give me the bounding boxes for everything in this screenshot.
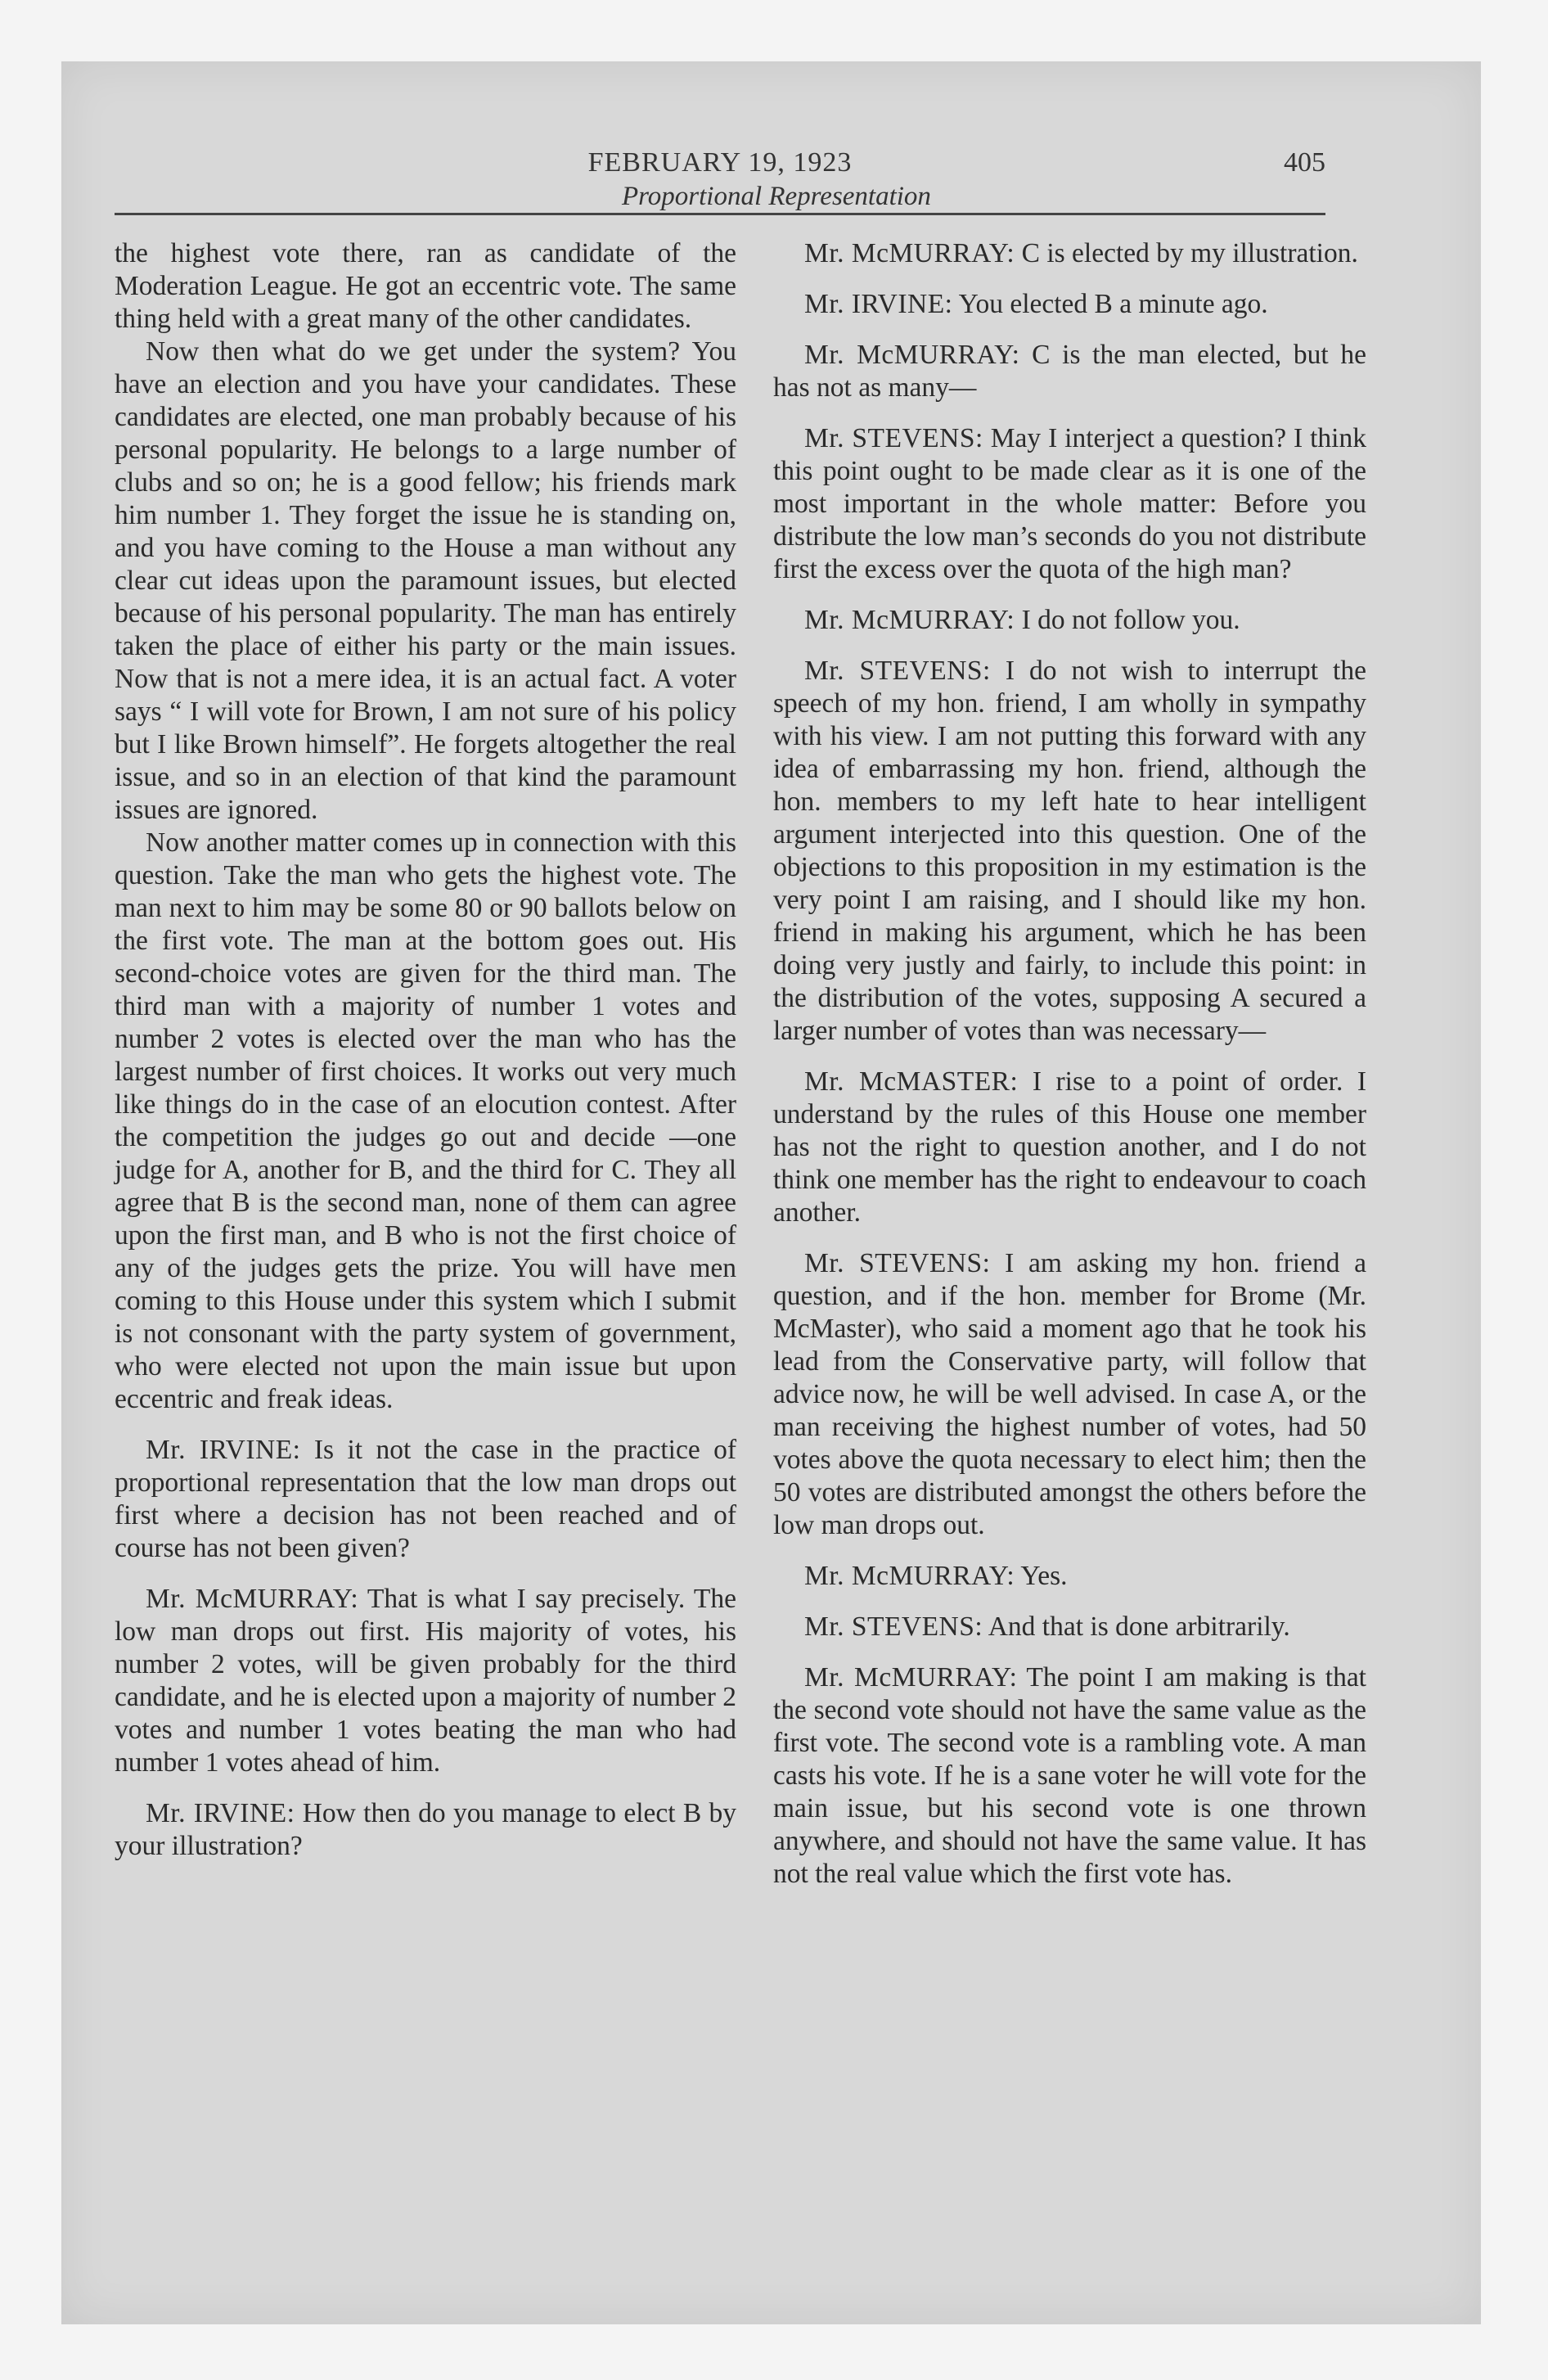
paragraph-text: How then do you manage to elect B by your illustration? xyxy=(115,1798,736,1861)
paragraph xyxy=(773,288,1366,321)
paragraph xyxy=(773,339,1366,404)
paragraph xyxy=(773,1066,1366,1229)
page-number: 405 xyxy=(1284,147,1325,178)
paragraph xyxy=(773,237,1366,270)
paragraph-text: May I interject a question? I think this point ought to be made clear as it is one of the most important in the whole matter: Before you distribute the low man’s seconds do you not distribute first the excess over the quota of the high man? xyxy=(773,423,1366,584)
left-column xyxy=(115,237,736,1863)
paragraph-text: the highest vote there, ran as candidate of the Moderation League. He got an eccentric vote. The same thing held with a great many of the other candidates. xyxy=(115,238,736,334)
paragraph xyxy=(115,1583,736,1779)
paragraph-text: Yes. xyxy=(1020,1561,1068,1591)
paragraph xyxy=(773,604,1366,637)
speaker-name: Mr. McMURRAY: xyxy=(804,238,1015,268)
paragraph xyxy=(115,1797,736,1863)
paragraph-text: Now then what do we get under the system? You have an election and you have your candidates. These candidates are elected, one man probably because of his personal popularity. He belongs to a large number of clubs and so on; he is a good fellow; his friends mark him number 1. They forget the issue he is standing on, and you have coming to the House a man without any clear cut ideas upon the paramount issues, but elected because of his personal popularity. The man has entirely taken the place of either his party or the main issues. Now that is not a mere idea, it is an actual fact. A voter says “ I will vote for Brown, I am not sure of his policy but I like Brown himself”. He forgets altogether the real issue, and so in an election of that kind the paramount issues are ignored. xyxy=(115,336,736,825)
paragraph-text: C is the man elected, but he has not as many— xyxy=(773,340,1367,403)
paragraph-text: Now another matter comes up in connection with this question. Take the man who gets the highest vote. The man next to him may be some 80 or 90 ballots below on the first vote. The man at the bottom goes out. His second-choice votes are given for the third man. The third man with a majority of number 1 votes and number 2 votes is elected over the man who has the largest number of first choices. It works out very much like things do in the case of an elocution contest. After the competition the judges go out and decide —one judge for A, another for B, and the third for C. They all agree that B is the second man, none of them can agree upon the first man, and B who is not the first choice of any of the judges gets the prize. You will have men coming to this House under this system which I submit is not consonant with the party system of government, who were elected not upon the main issue but upon eccentric and freak ideas. xyxy=(115,827,736,1414)
speaker-name: Mr. McMURRAY: xyxy=(804,340,1020,370)
header-rule xyxy=(115,213,1325,215)
paragraph-text: Is it not the case in the practice of proportional representation that the low man drops out first where a decision has not been reached and of course has not been given? xyxy=(115,1435,736,1563)
page-header xyxy=(115,82,1325,213)
paragraph xyxy=(773,655,1366,1048)
right-column xyxy=(773,237,1366,1891)
paragraph-text: That is what I say precisely. The low man drops out first. His majority of votes, his number 2 votes, will be given probably for the third candidate, and he is elected upon a majority of number 2 votes and number 1 votes beating the man who had number 1 votes ahead of him. xyxy=(115,1584,736,1778)
speaker-name: Mr. IRVINE: xyxy=(146,1435,301,1465)
speaker-name: Mr. IRVINE: xyxy=(146,1798,295,1828)
paragraph xyxy=(115,237,736,336)
paragraph xyxy=(773,1560,1366,1593)
header-subtitle: Proportional Representation xyxy=(622,182,931,211)
paragraph xyxy=(115,1434,736,1565)
speaker-name: Mr. STEVENS: xyxy=(804,1248,991,1278)
paragraph xyxy=(115,827,736,1416)
header-date: FEBRUARY 19, 1923 xyxy=(587,147,853,178)
speaker-name: Mr. McMURRAY: xyxy=(804,1662,1018,1693)
paragraph-text: The point I am making is that the second vote should not have the same value as the first vote. The second vote is a rambling vote. A man casts his vote. If he is a sane voter he will vote for the main issue, but his second vote is one thrown anywhere, and should not have the same value. It has not the real value which the first vote has. xyxy=(773,1662,1366,1889)
speaker-name: Mr. McMASTER: xyxy=(804,1066,1019,1097)
paragraph-text: And that is done arbitrarily. xyxy=(988,1611,1290,1642)
paragraph-text: C is elected by my illustration. xyxy=(1021,238,1358,268)
speaker-name: Mr. STEVENS: xyxy=(804,1611,983,1642)
paragraph xyxy=(773,422,1366,586)
speaker-name: Mr. STEVENS: xyxy=(804,423,983,453)
paragraph-text: I rise to a point of order. I understand by the rules of this House one member has not the right to question another, and I do not think one member has the right to endeavour to coach another. xyxy=(773,1066,1366,1228)
speaker-name: Mr. McMURRAY: xyxy=(146,1584,359,1614)
speaker-name: Mr. STEVENS: xyxy=(804,656,991,686)
paragraph-text: I do not wish to interrupt the speech of my hon. friend, I am wholly in sympathy with his view. I am not putting this forward with any idea of embarrassing my hon. friend, although the hon. members to my left hate to hear intelligent argument interjected into this question. One of the objections to this proposition in my estimation is the very point I am raising, and I should like my hon. friend in making his argument, which he has been doing very justly and fairly, to include this point: in the distribution of the votes, supposing A secured a larger number of votes than was necessary— xyxy=(773,656,1366,1046)
paragraph-text: I do not follow you. xyxy=(1021,605,1240,635)
paragraph xyxy=(773,1247,1366,1542)
speaker-name: Mr. IRVINE: xyxy=(804,289,953,319)
paragraph xyxy=(115,336,736,827)
paragraph-text: I am asking my hon. friend a question, and if the hon. member for Brome (Mr. McMaster), who said a moment ago that he took his lead from the Conservative party, will follow that advice now, he will be well advised. In case A, or the man receiving the highest number of votes, had 50 votes above the quota necessary to elect him; then the 50 votes are distributed amongst the others before the low man drops out. xyxy=(773,1248,1366,1540)
paragraph xyxy=(773,1611,1366,1643)
paragraph xyxy=(773,1661,1366,1891)
speaker-name: Mr. McMURRAY: xyxy=(804,605,1015,635)
paragraph-text: You elected B a minute ago. xyxy=(958,289,1268,319)
speaker-name: Mr. McMURRAY: xyxy=(804,1561,1015,1591)
